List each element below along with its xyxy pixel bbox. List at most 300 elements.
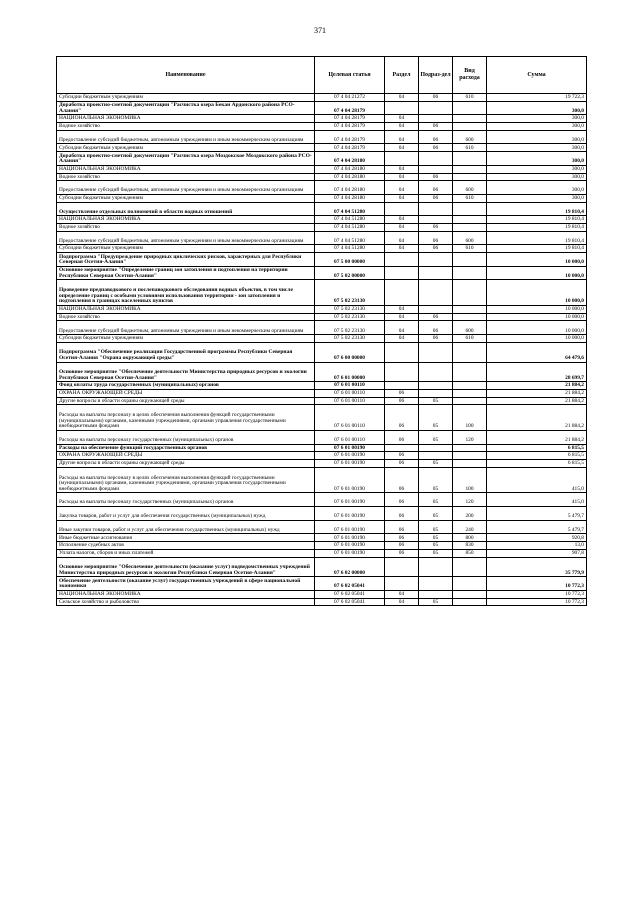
cell-name: Расходы на выплаты персоналу в целях обеспечения выполнения функций государственными (муниципальными) органами, казенными учреждениями, органами управления государственными внебюджетными фондами [57, 467, 315, 493]
cell-type [453, 280, 487, 306]
cell-section [385, 266, 419, 280]
cell-code: 07 4 04 28180 [315, 194, 385, 202]
cell-name: Другие вопросы в области охраны окружающей среды [57, 397, 315, 405]
cell-section: 04 [385, 165, 419, 173]
cell-code: 07 4 04 51280 [315, 245, 385, 253]
cell-type: 600 [453, 130, 487, 144]
cell-sum: 19 810,4 [487, 216, 587, 224]
cell-type: 100 [453, 405, 487, 431]
table-row [57, 181, 587, 195]
cell-name: Субсидии бюджетным учреждениям [57, 144, 315, 152]
table-row [57, 405, 587, 431]
cell-code: 07 6 01 00190 [315, 534, 385, 542]
cell-subsection [419, 115, 453, 123]
cell-section: 06 [385, 389, 419, 397]
cell-sum: 21 884,2 [487, 397, 587, 405]
cell-subsection: 06 [419, 130, 453, 144]
cell-subsection: 06 [419, 94, 453, 102]
cell-section [385, 101, 419, 115]
cell-subsection [419, 101, 453, 115]
cell-sum: 19 810,4 [487, 202, 587, 216]
table-row [57, 152, 587, 166]
cell-code: 07 6 01 00190 [315, 549, 385, 557]
cell-sum: 5 479,7 [487, 520, 587, 534]
cell-subsection: 06 [419, 173, 453, 181]
cell-sum: 920,8 [487, 534, 587, 542]
cell-code: 07 4 04 28180 [315, 173, 385, 181]
cell-type [453, 460, 487, 468]
cell-code: 07 6 01 00110 [315, 405, 385, 431]
cell-sum: 10 000,0 [487, 306, 587, 314]
cell-code: 07 4 04 51280 [315, 231, 385, 245]
cell-subsection [419, 362, 453, 382]
cell-type [453, 223, 487, 231]
cell-sum: 21 884,2 [487, 405, 587, 431]
cell-code: 07 4 04 28179 [315, 101, 385, 115]
cell-section: 04 [385, 94, 419, 102]
table-row [57, 542, 587, 550]
budget-table [56, 56, 587, 606]
cell-section: 04 [385, 321, 419, 335]
cell-name: Доработка проектно-сметной документации "Расчистка озера Моздокское Моздокского района РСО-Алания" [57, 152, 315, 166]
cell-type [453, 590, 487, 598]
table-row [57, 577, 587, 591]
cell-subsection: 05 [419, 430, 453, 444]
cell-name: НАЦИОНАЛЬНАЯ ЭКОНОМИКА [57, 165, 315, 173]
cell-name: НАЦИОНАЛЬНАЯ ЭКОНОМИКА [57, 216, 315, 224]
cell-subsection [419, 306, 453, 314]
cell-code: 07 4 04 28180 [315, 152, 385, 166]
cell-sum: 300,0 [487, 115, 587, 123]
cell-subsection [419, 382, 453, 390]
cell-section [385, 202, 419, 216]
cell-code: 07 6 02 05041 [315, 590, 385, 598]
cell-section [385, 152, 419, 166]
cell-subsection [419, 557, 453, 577]
cell-subsection [419, 342, 453, 362]
table-row [57, 321, 587, 335]
cell-sum: 300,0 [487, 101, 587, 115]
cell-name: Сельское хозяйство и рыболовство [57, 598, 315, 606]
cell-code: 07 6 02 05041 [315, 598, 385, 606]
cell-sum: 21 884,2 [487, 389, 587, 397]
cell-name: Основное мероприятие "Определение границ зон затопления и подтопления на территории Республики Северная Осетия-Алания" [57, 266, 315, 280]
cell-type: 610 [453, 245, 487, 253]
cell-sum: 300,0 [487, 130, 587, 144]
table-row [57, 202, 587, 216]
table-row [57, 216, 587, 224]
table-row [57, 144, 587, 152]
cell-subsection: 06 [419, 123, 453, 131]
table-row [57, 194, 587, 202]
cell-type: 600 [453, 181, 487, 195]
cell-type [453, 557, 487, 577]
header-section: Раздел [385, 57, 419, 94]
cell-sum: 10 000,0 [487, 313, 587, 321]
table-row [57, 342, 587, 362]
cell-section: 04 [385, 123, 419, 131]
cell-section: 04 [385, 590, 419, 598]
cell-code: 07 5 02 23130 [315, 321, 385, 335]
cell-sum: 19 810,4 [487, 223, 587, 231]
cell-subsection: 05 [419, 397, 453, 405]
cell-sum: 28 699,7 [487, 362, 587, 382]
cell-sum: 10 772,3 [487, 590, 587, 598]
table-row [57, 452, 587, 460]
cell-subsection [419, 452, 453, 460]
cell-code: 07 4 04 28180 [315, 165, 385, 173]
header-subsection: Подраз-дел [419, 57, 453, 94]
cell-type: 100 [453, 467, 487, 493]
cell-type [453, 362, 487, 382]
cell-subsection: 06 [419, 313, 453, 321]
table-row [57, 362, 587, 382]
cell-sum: 21 884,2 [487, 430, 587, 444]
table-row [57, 598, 587, 606]
cell-type [453, 397, 487, 405]
cell-section: 04 [385, 223, 419, 231]
table-row [57, 266, 587, 280]
cell-section [385, 577, 419, 591]
cell-code: 07 6 01 00190 [315, 507, 385, 521]
cell-name: Доработка проектно-сметной документации "Расчистка озера Бекан Ардонского района РСО-Алания" [57, 101, 315, 115]
header-row [57, 57, 587, 94]
cell-section [385, 557, 419, 577]
table-row [57, 313, 587, 321]
cell-name: Субсидии бюджетным учреждениям [57, 245, 315, 253]
table-row [57, 306, 587, 314]
cell-sum: 6 815,5 [487, 452, 587, 460]
cell-name: Подпрограмма "Предупреждение природных циклических рисков, характерных для Республики Северная Осетия-Алания" [57, 253, 315, 267]
table-row [57, 115, 587, 123]
cell-sum: 6 815,5 [487, 444, 587, 452]
cell-name: Водное хозяйство [57, 313, 315, 321]
cell-section [385, 342, 419, 362]
cell-subsection: 06 [419, 321, 453, 335]
table-row [57, 534, 587, 542]
cell-section: 06 [385, 460, 419, 468]
cell-sum: 300,0 [487, 123, 587, 131]
cell-type: 120 [453, 430, 487, 444]
cell-sum: 415,0 [487, 467, 587, 493]
cell-subsection: 06 [419, 194, 453, 202]
cell-name: Фонд оплаты труда государственных (муниципальных) органов [57, 382, 315, 390]
table-row [57, 590, 587, 598]
cell-subsection: 05 [419, 598, 453, 606]
cell-name: Водное хозяйство [57, 173, 315, 181]
cell-sum: 64 479,6 [487, 342, 587, 362]
cell-section: 04 [385, 216, 419, 224]
cell-sum: 300,0 [487, 152, 587, 166]
table-row [57, 101, 587, 115]
cell-name: Субсидии бюджетным учреждениям [57, 194, 315, 202]
cell-section: 04 [385, 335, 419, 343]
cell-type [453, 152, 487, 166]
cell-section: 06 [385, 493, 419, 507]
cell-code: 07 6 01 00110 [315, 397, 385, 405]
cell-section: 04 [385, 173, 419, 181]
cell-section: 06 [385, 397, 419, 405]
cell-name: НАЦИОНАЛЬНАЯ ЭКОНОМИКА [57, 115, 315, 123]
cell-section: 04 [385, 194, 419, 202]
cell-section: 06 [385, 452, 419, 460]
cell-subsection: 05 [419, 520, 453, 534]
cell-type [453, 452, 487, 460]
table-row [57, 94, 587, 102]
cell-section [385, 382, 419, 390]
cell-code: 07 6 00 00000 [315, 342, 385, 362]
table-row [57, 335, 587, 343]
cell-name: Субсидии бюджетным учреждениям [57, 94, 315, 102]
cell-code: 07 5 02 23130 [315, 306, 385, 314]
cell-name: Расходы на выплаты персоналу государственных (муниципальных) органов [57, 430, 315, 444]
cell-code: 07 5 02 23130 [315, 335, 385, 343]
cell-subsection: 05 [419, 542, 453, 550]
table-row [57, 123, 587, 131]
cell-sum: 907,8 [487, 549, 587, 557]
cell-subsection [419, 280, 453, 306]
cell-type: 610 [453, 144, 487, 152]
cell-name: НАЦИОНАЛЬНАЯ ЭКОНОМИКА [57, 306, 315, 314]
cell-code: 07 4 04 51280 [315, 216, 385, 224]
cell-type [453, 382, 487, 390]
page-number: 371 [314, 26, 326, 35]
cell-code: 07 6 01 00190 [315, 467, 385, 493]
cell-type [453, 444, 487, 452]
table-row [57, 245, 587, 253]
header-type: Вид расхода [453, 57, 487, 94]
cell-name: Основное мероприятие "Обеспечение деятельности Министерства природных ресурсов и экологии Республики Северная Осетия-Алания" [57, 362, 315, 382]
cell-type: 610 [453, 335, 487, 343]
cell-type [453, 577, 487, 591]
cell-section: 06 [385, 430, 419, 444]
cell-subsection [419, 253, 453, 267]
cell-type: 610 [453, 94, 487, 102]
cell-name: Исполнение судебных актов [57, 542, 315, 550]
cell-type: 610 [453, 194, 487, 202]
cell-sum: 6 815,5 [487, 460, 587, 468]
cell-section [385, 253, 419, 267]
cell-sum: 10 000,0 [487, 266, 587, 280]
table-row [57, 173, 587, 181]
cell-subsection: 06 [419, 335, 453, 343]
table-row [57, 557, 587, 577]
header-name: Наименование [57, 57, 315, 94]
cell-name: Уплата налогов, сборов и иных платежей [57, 549, 315, 557]
cell-type [453, 266, 487, 280]
cell-name: Подпрограмма "Обеспечение реализации Государственной программы Республики Северная Осетия-Алания "Охрана окружающей среды" [57, 342, 315, 362]
cell-name: Проведение предпаводкового и послепаводкового обследования водных объектов, в том числе определение границ с особыми условиями использования территории - зон затопления и подтопления в границах населенных пунктов [57, 280, 315, 306]
cell-name: Другие вопросы в области охраны окружающей среды [57, 460, 315, 468]
cell-code: 07 5 02 23130 [315, 280, 385, 306]
cell-section: 06 [385, 520, 419, 534]
cell-subsection [419, 202, 453, 216]
cell-code: 07 4 04 51280 [315, 223, 385, 231]
cell-subsection [419, 216, 453, 224]
cell-type: 200 [453, 507, 487, 521]
cell-code: 07 6 02 00000 [315, 557, 385, 577]
cell-section: 04 [385, 245, 419, 253]
cell-code: 07 6 01 00190 [315, 444, 385, 452]
cell-code: 07 6 01 00190 [315, 542, 385, 550]
cell-section: 04 [385, 181, 419, 195]
cell-sum: 10 772,3 [487, 598, 587, 606]
cell-name: Расходы на выплаты персоналу в целях обеспечения выполнения функций государственными (муниципальными) органами, казенными учреждениями, органами управления государственными внебюджетными фондами [57, 405, 315, 431]
cell-type [453, 216, 487, 224]
cell-code: 07 6 01 00110 [315, 389, 385, 397]
cell-code: 07 4 04 21272 [315, 94, 385, 102]
cell-type [453, 115, 487, 123]
cell-code: 07 4 04 51280 [315, 202, 385, 216]
cell-type [453, 598, 487, 606]
table-row [57, 520, 587, 534]
cell-code: 07 6 01 00190 [315, 493, 385, 507]
cell-type: 800 [453, 534, 487, 542]
table-row [57, 467, 587, 493]
cell-section: 06 [385, 467, 419, 493]
cell-type [453, 123, 487, 131]
cell-section: 06 [385, 405, 419, 431]
cell-subsection: 06 [419, 231, 453, 245]
cell-subsection: 06 [419, 245, 453, 253]
cell-sum: 21 884,2 [487, 382, 587, 390]
cell-name: Основное мероприятие "Обеспечение деятельности (оказание услуг) подведомственных учреждений Министерства природных ресурсов и экологии Республики Северная Осетия-Алания" [57, 557, 315, 577]
table-row [57, 130, 587, 144]
cell-code: 07 4 04 28180 [315, 181, 385, 195]
cell-name: ОХРАНА ОКРУЖАЮЩЕЙ СРЕДЫ [57, 389, 315, 397]
cell-type [453, 101, 487, 115]
cell-name: Предоставление субсидий бюджетным, автономным учреждениям и иным некоммерческим организациям [57, 181, 315, 195]
cell-section: 06 [385, 549, 419, 557]
cell-sum: 5 479,7 [487, 507, 587, 521]
cell-sum: 10 000,0 [487, 253, 587, 267]
cell-name: Предоставление субсидий бюджетным, автономным учреждениям и иным некоммерческим организациям [57, 130, 315, 144]
cell-type [453, 306, 487, 314]
table-row [57, 549, 587, 557]
cell-name: Иные бюджетные ассигнования [57, 534, 315, 542]
table-row [57, 223, 587, 231]
cell-name: Расходы на обеспечение функций государственных органов [57, 444, 315, 452]
cell-subsection: 06 [419, 223, 453, 231]
cell-section [385, 444, 419, 452]
cell-section: 04 [385, 130, 419, 144]
table-row [57, 493, 587, 507]
cell-sum: 19 722,3 [487, 94, 587, 102]
cell-code: 07 5 02 00000 [315, 266, 385, 280]
table-row [57, 397, 587, 405]
cell-subsection: 05 [419, 493, 453, 507]
cell-code: 07 6 01 00190 [315, 452, 385, 460]
cell-code: 07 6 01 00000 [315, 362, 385, 382]
cell-section [385, 280, 419, 306]
cell-type [453, 342, 487, 362]
cell-sum: 10 000,0 [487, 335, 587, 343]
cell-sum: 300,0 [487, 165, 587, 173]
cell-sum: 10 000,0 [487, 280, 587, 306]
cell-section: 04 [385, 231, 419, 245]
cell-subsection [419, 165, 453, 173]
cell-subsection: 05 [419, 405, 453, 431]
cell-name: Обеспечение деятельности (оказание услуг) государственных учреждений в сфере национальной экономики [57, 577, 315, 591]
cell-type [453, 173, 487, 181]
cell-subsection: 05 [419, 460, 453, 468]
cell-type [453, 202, 487, 216]
table-row [57, 507, 587, 521]
table-row [57, 231, 587, 245]
cell-sum: 300,0 [487, 181, 587, 195]
table-body [57, 94, 587, 606]
cell-subsection [419, 152, 453, 166]
cell-type [453, 165, 487, 173]
cell-type [453, 389, 487, 397]
header-sum: Сумма [487, 57, 587, 94]
cell-code: 07 6 01 00110 [315, 382, 385, 390]
cell-type: 830 [453, 542, 487, 550]
cell-sum: 415,0 [487, 493, 587, 507]
cell-subsection: 05 [419, 549, 453, 557]
cell-sum: 13,0 [487, 542, 587, 550]
table-row [57, 280, 587, 306]
header-code: Целевая статья [315, 57, 385, 94]
cell-type: 240 [453, 520, 487, 534]
cell-code: 07 4 04 28179 [315, 144, 385, 152]
cell-name: Водное хозяйство [57, 123, 315, 131]
cell-subsection [419, 266, 453, 280]
cell-subsection [419, 590, 453, 598]
cell-type: 600 [453, 231, 487, 245]
cell-code: 07 4 04 28179 [315, 130, 385, 144]
cell-section [385, 362, 419, 382]
cell-type: 600 [453, 321, 487, 335]
cell-name: НАЦИОНАЛЬНАЯ ЭКОНОМИКА [57, 590, 315, 598]
cell-name: Иные закупки товаров, работ и услуг для обеспечения государственных (муниципальных) нужд [57, 520, 315, 534]
cell-section: 06 [385, 534, 419, 542]
cell-section: 04 [385, 313, 419, 321]
cell-name: Субсидии бюджетным учреждениям [57, 335, 315, 343]
cell-code: 07 6 02 05041 [315, 577, 385, 591]
table-row [57, 460, 587, 468]
cell-subsection: 06 [419, 144, 453, 152]
cell-section: 06 [385, 542, 419, 550]
cell-code: 07 4 04 28179 [315, 123, 385, 131]
cell-section: 06 [385, 507, 419, 521]
table-row [57, 382, 587, 390]
cell-code: 07 5 02 23130 [315, 313, 385, 321]
cell-sum: 300,0 [487, 194, 587, 202]
cell-section: 04 [385, 306, 419, 314]
cell-subsection: 06 [419, 181, 453, 195]
cell-code: 07 4 04 28179 [315, 115, 385, 123]
table-row [57, 165, 587, 173]
cell-name: ОХРАНА ОКРУЖАЮЩЕЙ СРЕДЫ [57, 452, 315, 460]
cell-sum: 35 779,9 [487, 557, 587, 577]
table-row [57, 389, 587, 397]
cell-subsection [419, 389, 453, 397]
cell-subsection: 05 [419, 507, 453, 521]
cell-sum: 10 000,0 [487, 321, 587, 335]
cell-subsection [419, 577, 453, 591]
cell-code: 07 6 01 00190 [315, 520, 385, 534]
cell-name: Осуществление отдельных полномочий в области водных отношений [57, 202, 315, 216]
cell-sum: 300,0 [487, 144, 587, 152]
cell-sum: 300,0 [487, 173, 587, 181]
cell-name: Предоставление субсидий бюджетным, автономным учреждениям и иным некоммерческим организациям [57, 321, 315, 335]
cell-name: Водное хозяйство [57, 223, 315, 231]
cell-type: 850 [453, 549, 487, 557]
cell-code: 07 5 00 00000 [315, 253, 385, 267]
cell-subsection: 05 [419, 467, 453, 493]
cell-sum: 19 810,4 [487, 231, 587, 245]
